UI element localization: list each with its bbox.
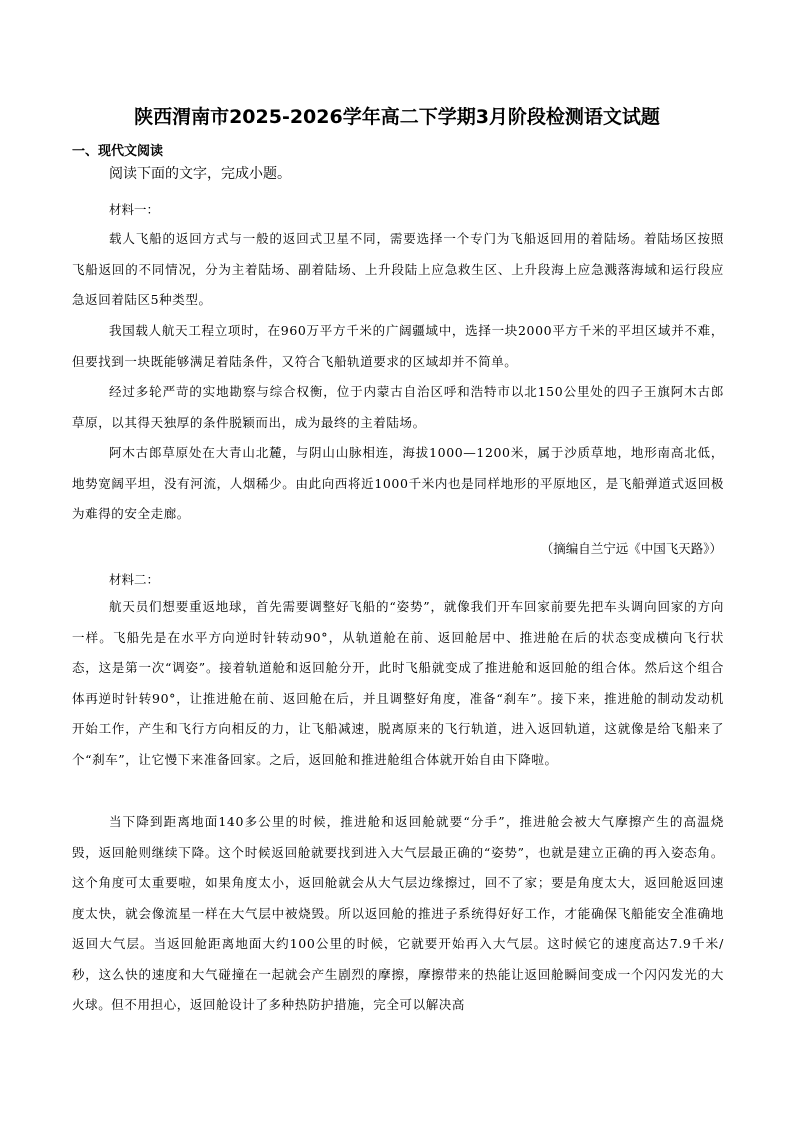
material-1-paragraph-1: 载人飞船的返回方式与一般的返回式卫星不同，需要选择一个专门为飞船返回用的着陆场。着陆场区按照飞船返回的不同情况，分为主着陆场、副着陆场、上升段陆上应急救生区、上升段海上应急溅落海域和运行段应急返回着陆区5种类型。 bbox=[72, 231, 724, 307]
material-1-paragraph-4: 阿木古郎草原处在大青山北麓，与阴山山脉相连，海拔1000—1200米，属于沙质草地，地形南高北低，地势宽阔平坦，没有河流，人烟稀少。由此向西将近1000千米内也是同样地形的平原地区，是飞船弹道式返回极为难得的安全走廊。 bbox=[72, 445, 724, 521]
material-1-paragraph-2: 我国载人航天工程立项时，在960万平方千米的广阔疆域中，选择一块2000平方千米的平坦区域并不难，但要找到一块既能够满足着陆条件，又符合飞船轨道要求的区域却并不简单。 bbox=[72, 323, 724, 369]
material-2-label: 材料二： bbox=[109, 572, 160, 587]
material-1-paragraph-3: 经过多轮严苛的实地勘察与综合权衡，位于内蒙古自治区呼和浩特市以北150公里处的四子王旗阿木古郎草原，以其得天独厚的条件脱颖而出，成为最终的主着陆场。 bbox=[72, 384, 724, 430]
instruction-text: 阅读下面的文字，完成小题。 bbox=[109, 166, 291, 182]
material-2-paragraph-1: 航天员们想要重返地球，首先需要调整好飞船的“姿势”，就像我们开车回家前要先把车头调向回家的方向一样。飞船先是在水平方向逆时针转动90°，从轨道舱在前、返回舱居中、推进舱在后的状态变成横向飞行状态，这是第一次“调姿”。接着轨道舱和返回舱分开，此时飞船就变成了推进舱和返回舱的组合体。然后这个组合体再逆时针转90°，让推进舱在前、返回舱在后，并且调整好角度，准备“刹车”。接下来，推进舱的制动发动机开始工作，产生和飞行方向相反的力，让飞船减速，脱离原来的飞行轨道，进入返回轨道，这就像是给飞船来了个“刹车”，让它慢下来准备回家。之后，返回舱和推进舱组合体就开始自由下降啦。 bbox=[72, 599, 724, 767]
material-1-source: （摘编自兰宁远《中国飞天路》） bbox=[540, 541, 722, 556]
material-1-label: 材料一： bbox=[109, 202, 160, 217]
section-heading: 一、现代文阅读 bbox=[72, 144, 164, 159]
material-2-paragraph-2: 当下降到距离地面140多公里的时候，推进舱和返回舱就要“分手”，推进舱会被大气摩擦产生的高温烧毁，返回舱则继续下降。这个时候返回舱就要找到进入大气层最正确的“姿势”，也就是建立正确的再入姿态角。这个角度可太重要啦，如果角度太小，返回舱就会从大气层边缘擦过，回不了家；要是角度太大，返回舱返回速度太快，就会像流星一样在大气层中被烧毁。所以返回舱的推进子系统得好好工作，才能确保飞船能安全准确地返回大气层。当返回舱距离地面大约100公里的时候，它就要开始再入大气层。这时候它的速度高达7.9千米/秒，这么快的速度和大气碰撞在一起就会产生剧烈的摩擦，摩擦带来的热能让返回舱瞬间变成一个闪闪发光的大火球。但不用担心，返回舱设计了多种热防护措施，完全可以解决高 bbox=[72, 814, 724, 1012]
page-title: 陕西渭南市2025-2026学年高二下学期3月阶段检测语文试题 bbox=[134, 106, 660, 128]
